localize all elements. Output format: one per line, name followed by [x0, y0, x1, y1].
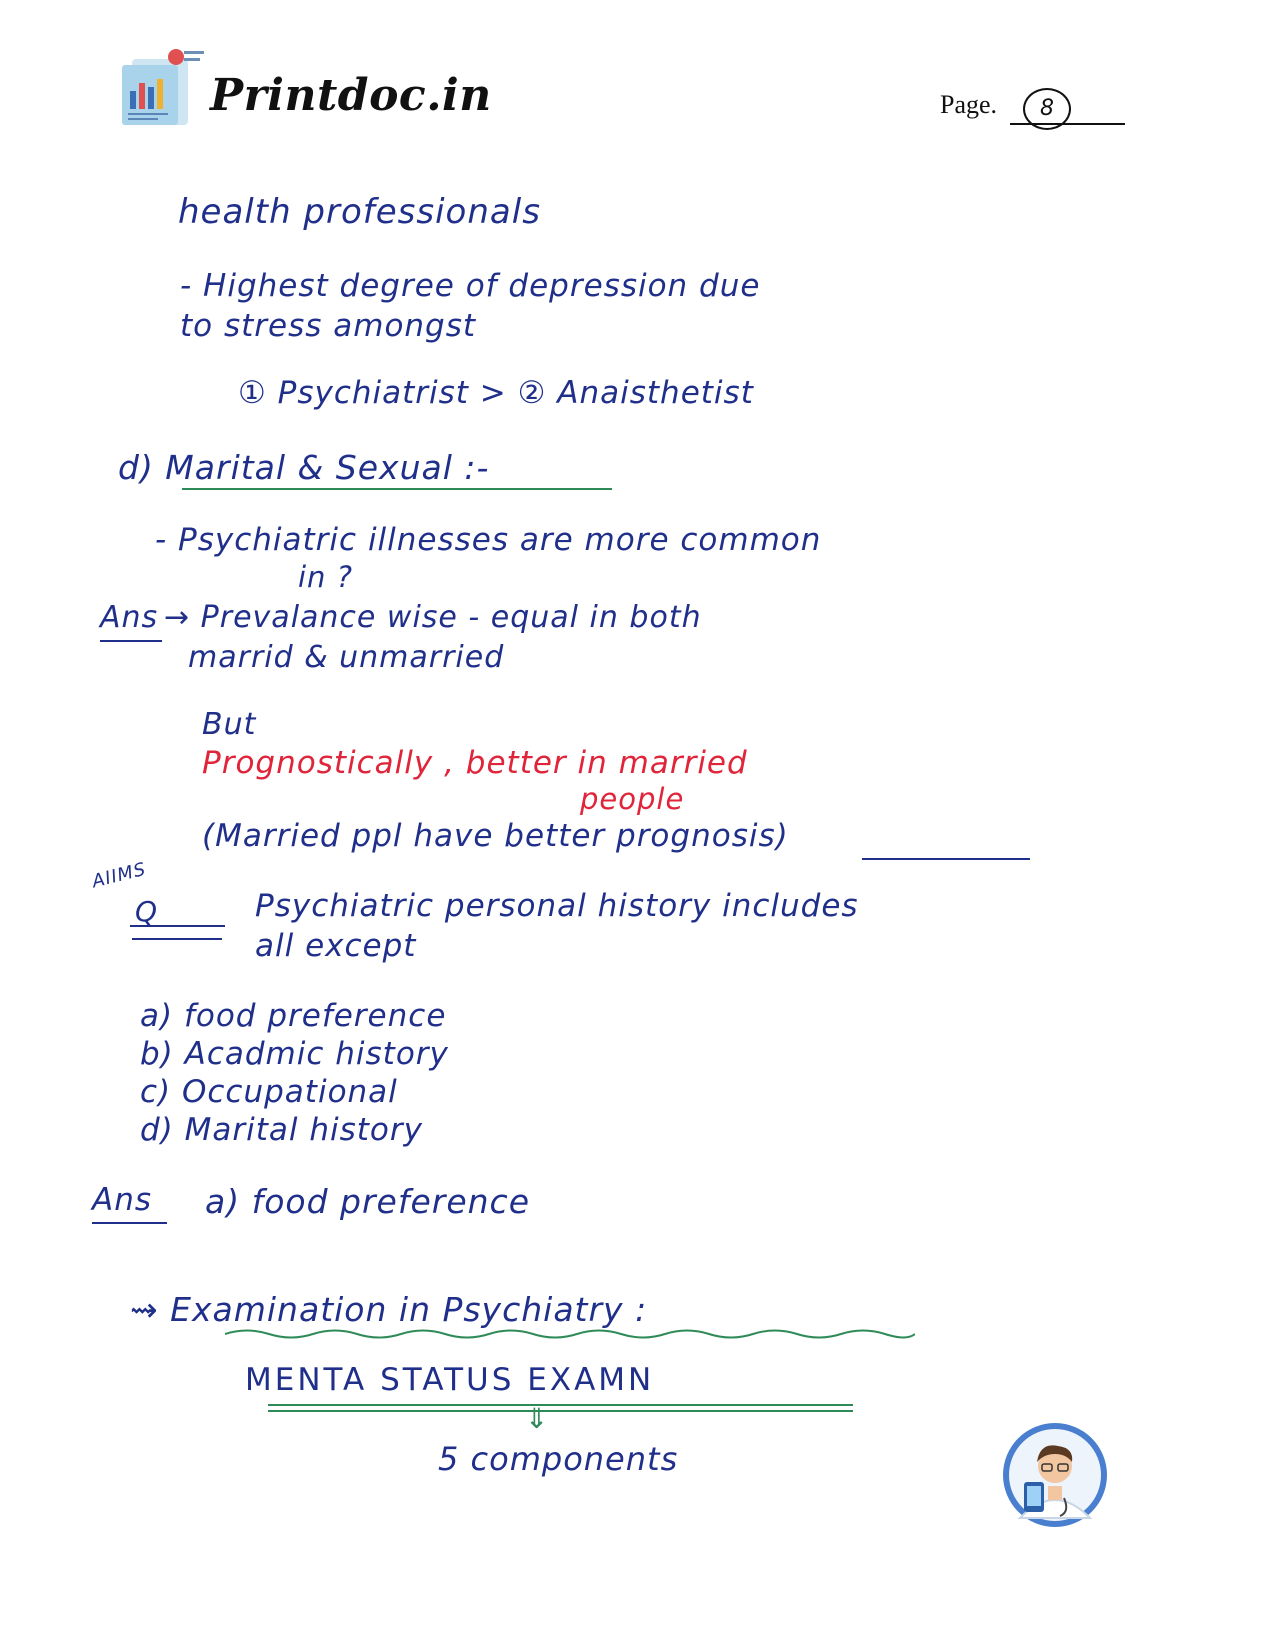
- answer-2-text: a) food preference: [205, 1182, 530, 1221]
- note-line-5: - Psychiatric illnesses are more common: [155, 522, 822, 558]
- note-line-2: - Highest degree of depression due: [180, 268, 761, 304]
- doctor-avatar-icon: [1000, 1420, 1110, 1530]
- aiims-tag: AIIMS: [90, 858, 149, 893]
- question-label: Q: [135, 895, 159, 928]
- note-line-6: in ?: [298, 560, 354, 594]
- prognosis-highlight-2: people: [580, 782, 685, 816]
- prognosis-note: (Married ppl have better prognosis): [202, 818, 789, 854]
- document-chart-logo-icon: [118, 45, 208, 127]
- mse-underline-1: [268, 1404, 853, 1406]
- exam-heading-wavy-underline: [225, 1326, 915, 1340]
- answer-1-underline: [100, 640, 162, 642]
- option-c: c) Occupational: [140, 1074, 398, 1110]
- brand-name: Printdoc.in: [210, 70, 492, 121]
- prognosis-highlight: Prognostically , better in married: [202, 745, 748, 781]
- answer-1-text: → Prevalance wise - equal in both: [164, 600, 702, 635]
- note-but: But: [202, 707, 257, 742]
- answer-2-label: Ans: [92, 1182, 153, 1218]
- question-line-2: all except: [255, 928, 417, 964]
- section-heading-underline: [182, 488, 612, 490]
- page-number-underline: [1010, 123, 1125, 125]
- exam-heading: ⇝ Examination in Psychiatry :: [130, 1290, 648, 1329]
- page-label: Page.: [940, 90, 998, 119]
- prognosis-underline: [862, 858, 1030, 860]
- question-underline-2: [132, 938, 222, 940]
- mse-heading: MENTA STATUS EXAMN: [245, 1362, 655, 1398]
- note-line-1: health professionals: [178, 192, 541, 232]
- answer-1-line-2: marrid & unmarried: [188, 640, 505, 675]
- option-b: b) Acadmic history: [140, 1036, 449, 1072]
- mse-underline-2: [268, 1410, 853, 1412]
- answer-2-underline: [92, 1222, 167, 1224]
- question-underline-1: [130, 925, 225, 927]
- question-line-1: Psychiatric personal history includes: [255, 888, 859, 924]
- note-line-3: to stress amongst: [180, 308, 477, 344]
- section-heading-d: d) Marital & Sexual :-: [118, 448, 490, 487]
- option-d: d) Marital history: [140, 1112, 423, 1148]
- page-number: 8: [1023, 88, 1071, 130]
- components-line: 5 components: [438, 1440, 679, 1478]
- down-arrow-icon: ⇓: [525, 1402, 550, 1435]
- answer-1-label: Ans: [100, 600, 159, 635]
- option-a: a) food preference: [140, 998, 447, 1034]
- note-line-4: ① Psychiatrist > ② Anaisthetist: [238, 375, 754, 411]
